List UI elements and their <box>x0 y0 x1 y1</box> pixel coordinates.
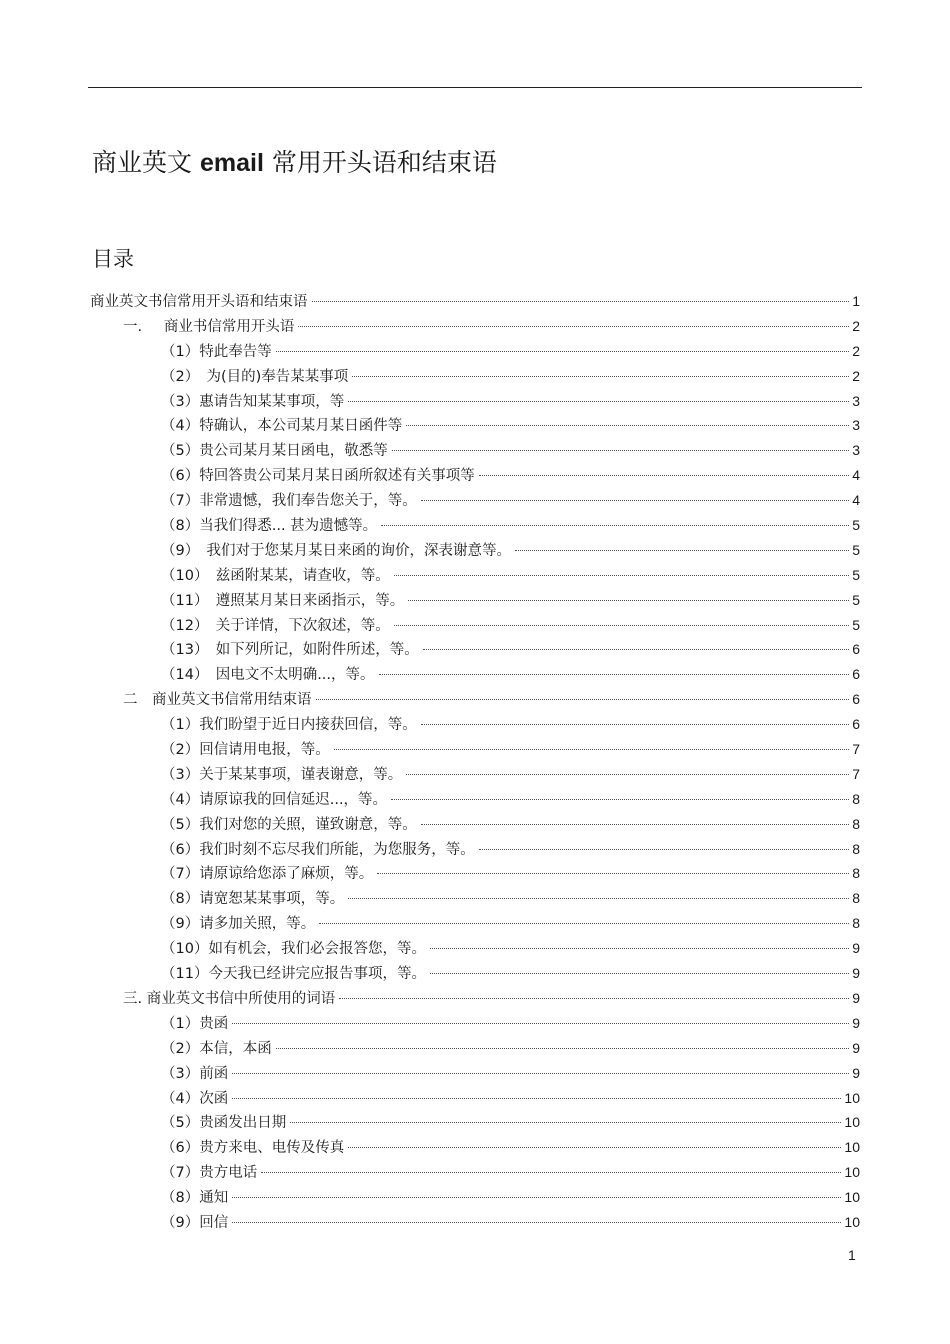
toc-dot-leader <box>298 326 849 327</box>
toc-entry[interactable] <box>90 588 860 613</box>
toc-entry-page-number[interactable]: 9 <box>852 1039 860 1056</box>
toc-entry-text[interactable]: （7）非常遗憾，我们奉告您关于，等。 <box>161 493 417 510</box>
toc-entry[interactable] <box>90 563 860 588</box>
toc-entry-page-number[interactable]: 8 <box>852 865 860 882</box>
document-title <box>92 146 497 180</box>
toc-entry-page-number[interactable]: 2 <box>852 367 860 384</box>
toc-entry[interactable] <box>90 1011 860 1036</box>
toc-entry-page-number[interactable]: 8 <box>852 790 860 807</box>
toc-entry-page-number[interactable]: 1 <box>852 293 860 309</box>
toc-entry[interactable] <box>90 737 860 762</box>
toc-entry[interactable] <box>90 413 860 438</box>
toc-entry-page-number[interactable]: 9 <box>852 989 860 1006</box>
toc-entry-text[interactable]: （3）惠请告知某某事项，等 <box>161 393 345 410</box>
toc-entry-page-number[interactable]: 4 <box>852 492 860 509</box>
toc-dot-leader <box>348 898 849 899</box>
toc-entry-page-number[interactable]: 6 <box>852 691 860 708</box>
toc-entry-page-number[interactable]: 9 <box>852 940 860 957</box>
toc-entry[interactable] <box>90 339 860 364</box>
toc-entry-text[interactable]: （5）贵函发出日期 <box>161 1115 287 1132</box>
toc-entry-text[interactable]: （7）请原谅给您添了麻烦，等。 <box>161 866 374 883</box>
toc-entry-text[interactable]: （6）我们时刻不忘尽我们所能，为您服务，等。 <box>161 841 475 858</box>
toc-entry[interactable] <box>90 488 860 513</box>
toc-dot-leader <box>334 749 849 750</box>
toc-entry[interactable] <box>90 613 860 638</box>
toc-entry[interactable] <box>90 364 860 389</box>
toc-entry-page-number[interactable]: 5 <box>852 541 860 558</box>
toc-dot-leader <box>391 799 849 800</box>
toc-entry[interactable] <box>90 886 860 911</box>
toc-entry-page-number[interactable]: 3 <box>852 417 860 434</box>
toc-entry-text[interactable]: （5）我们对您的关照，谨致谢意，等。 <box>161 816 417 833</box>
toc-entry[interactable] <box>90 438 860 463</box>
toc-entry[interactable] <box>90 1086 860 1111</box>
toc-dot-leader <box>379 674 850 675</box>
toc-entry[interactable] <box>90 787 860 812</box>
toc-dot-leader <box>381 525 849 526</box>
toc-entry-text[interactable]: （8）请宽恕某某事项，等。 <box>161 891 345 908</box>
toc-entry-text[interactable]: （8）当我们得悉... 甚为遗憾等。 <box>161 518 378 535</box>
toc-dot-leader <box>406 774 849 775</box>
toc-entry-text[interactable]: （14） 因电文不太明确...，等。 <box>161 667 375 684</box>
toc-dot-leader <box>515 550 849 551</box>
toc-dot-leader <box>312 301 850 302</box>
toc-entry[interactable] <box>90 1210 860 1235</box>
toc-dot-leader <box>421 824 849 825</box>
toc-entry-text[interactable]: （13） 如下列所记，如附件所述，等。 <box>161 642 419 659</box>
toc-entry[interactable] <box>90 861 860 886</box>
toc-entry-page-number[interactable]: 5 <box>852 591 860 608</box>
toc-entry-page-number[interactable]: 8 <box>852 915 860 932</box>
toc-entry-text[interactable]: 二 商业英文书信常用结束语 <box>123 692 312 709</box>
toc-entry-page-number[interactable]: 10 <box>844 1114 860 1131</box>
toc-entry-text[interactable]: （4）请原谅我的回信延迟...，等。 <box>161 791 388 808</box>
toc-entry-text[interactable]: （5）贵公司某月某日函电，敬悉等 <box>161 443 388 460</box>
toc-entry-page-number[interactable]: 5 <box>852 616 860 633</box>
toc-entry-text[interactable]: （11） 遵照某月某日来函指示，等。 <box>161 592 405 609</box>
toc-entry-text[interactable]: （1）特此奉告等 <box>161 343 272 360</box>
toc-entry-text[interactable]: 三. 商业英文书信中所使用的词语 <box>123 990 336 1007</box>
toc-entry-page-number[interactable]: 2 <box>852 342 860 359</box>
toc-dot-leader <box>348 401 849 402</box>
toc-entry-text[interactable]: （9）请多加关照，等。 <box>161 916 316 933</box>
toc-dot-leader <box>276 1048 849 1049</box>
toc-entry-page-number[interactable]: 9 <box>852 965 860 982</box>
toc-entry-page-number[interactable]: 10 <box>844 1089 860 1106</box>
toc-entry[interactable] <box>90 637 860 662</box>
toc-entry-page-number[interactable]: 10 <box>844 1164 860 1181</box>
toc-entry[interactable] <box>90 762 860 787</box>
toc-entry-text[interactable]: （2）本信，本函 <box>161 1040 272 1057</box>
toc-entry[interactable] <box>90 538 860 563</box>
toc-entry[interactable] <box>90 389 860 414</box>
document-title-zh-start: 商业英文 <box>92 148 193 177</box>
toc-entry[interactable] <box>90 513 860 538</box>
toc-entry[interactable] <box>90 1061 860 1086</box>
toc-entry[interactable] <box>90 1185 860 1210</box>
toc-entry-text[interactable]: （6）贵方来电、电传及传真 <box>161 1140 345 1157</box>
toc-dot-leader <box>421 500 849 501</box>
toc-entry[interactable] <box>90 463 860 488</box>
toc-entry[interactable] <box>90 1160 860 1185</box>
toc-dot-leader <box>232 1023 849 1024</box>
toc-dot-leader <box>421 724 849 725</box>
document-title-zh-end: 常用开头语和结束语 <box>271 148 497 177</box>
toc-dot-leader <box>276 351 849 352</box>
toc-entry-text[interactable]: （12） 关于详情，下次叙述，等。 <box>161 617 390 634</box>
toc-entry-text[interactable]: （2）回信请用电报，等。 <box>161 742 330 759</box>
toc-dot-leader <box>408 600 849 601</box>
toc-entry-text[interactable]: （6）特回答贵公司某月某日函所叙述有关事项等 <box>161 468 475 485</box>
toc-entry-page-number[interactable]: 9 <box>852 1064 860 1081</box>
toc-dot-leader <box>339 998 849 999</box>
table-of-contents <box>90 289 860 1235</box>
page-number: 1 <box>848 1247 856 1263</box>
toc-entry-text[interactable]: （4）次函 <box>161 1090 229 1107</box>
toc-dot-leader <box>290 1122 841 1123</box>
toc-dot-leader <box>232 1197 841 1198</box>
toc-dot-leader <box>430 948 849 949</box>
toc-entry-text[interactable]: （4）特确认，本公司某月某日函件等 <box>161 418 403 435</box>
toc-entry-page-number[interactable]: 6 <box>852 666 860 683</box>
toc-entry[interactable] <box>90 1110 860 1135</box>
toc-entry-text[interactable]: 商业英文书信常用开头语和结束语 <box>90 294 308 310</box>
toc-dot-leader <box>352 376 849 377</box>
toc-entry[interactable] <box>90 961 860 986</box>
toc-entry-text[interactable]: （10） 兹函附某某，请查收，等。 <box>161 567 390 584</box>
toc-entry-page-number[interactable]: 7 <box>852 765 860 782</box>
toc-dot-leader <box>232 1073 849 1074</box>
header-rule <box>88 87 862 88</box>
toc-entry-text[interactable]: （10）如有机会，我们必会报答您，等。 <box>161 941 426 958</box>
toc-entry-page-number[interactable]: 6 <box>852 641 860 658</box>
toc-entry[interactable] <box>90 712 860 737</box>
document-title-en: email <box>199 149 264 177</box>
toc-dot-leader <box>261 1172 841 1173</box>
toc-entry-text[interactable]: （7）贵方电话 <box>161 1165 258 1182</box>
toc-entry-page-number[interactable]: 8 <box>852 815 860 832</box>
toc-dot-leader <box>394 625 850 626</box>
toc-heading: 目录 <box>92 247 134 271</box>
toc-entry-text[interactable]: （11）今天我已经讲完应报告事项，等。 <box>161 966 426 983</box>
toc-dot-leader <box>377 873 849 874</box>
toc-entry-text[interactable]: 一. 商业书信常用开头语 <box>123 318 295 335</box>
toc-entry-text[interactable]: （9）回信 <box>161 1214 229 1231</box>
toc-dot-leader <box>394 575 850 576</box>
toc-entry[interactable] <box>90 662 860 687</box>
toc-entry-page-number[interactable]: 6 <box>852 716 860 733</box>
toc-entry-page-number[interactable]: 5 <box>852 566 860 583</box>
toc-dot-leader <box>232 1098 841 1099</box>
toc-entry[interactable] <box>90 1135 860 1160</box>
toc-entry-page-number[interactable]: 10 <box>844 1189 860 1206</box>
toc-dot-leader <box>479 849 849 850</box>
toc-entry-text[interactable]: （1）我们盼望于近日内接获回信，等。 <box>161 717 417 734</box>
toc-entry-text[interactable]: （9） 我们对于您某月某日来函的询价，深表谢意等。 <box>161 542 511 559</box>
toc-entry[interactable] <box>90 936 860 961</box>
toc-dot-leader <box>316 699 850 700</box>
toc-entry[interactable] <box>90 289 860 314</box>
toc-dot-leader <box>348 1147 841 1148</box>
toc-dot-leader <box>319 923 849 924</box>
toc-dot-leader <box>479 475 849 476</box>
toc-entry-page-number[interactable]: 3 <box>852 392 860 409</box>
toc-entry-text[interactable]: （1）贵函 <box>161 1015 229 1032</box>
toc-entry-page-number[interactable]: 7 <box>852 741 860 758</box>
toc-entry[interactable] <box>90 911 860 936</box>
toc-entry-page-number[interactable]: 8 <box>852 890 860 907</box>
toc-dot-leader <box>423 649 850 650</box>
toc-entry-page-number[interactable]: 10 <box>844 1213 860 1230</box>
toc-entry-page-number[interactable]: 4 <box>852 467 860 484</box>
toc-entry-page-number[interactable]: 2 <box>852 317 860 334</box>
toc-entry-page-number[interactable]: 5 <box>852 517 860 534</box>
toc-entry[interactable] <box>90 314 860 339</box>
toc-entry-text[interactable]: （3）前函 <box>161 1065 229 1082</box>
toc-dot-leader <box>392 450 849 451</box>
toc-entry-page-number[interactable]: 10 <box>844 1139 860 1156</box>
toc-dot-leader <box>232 1222 841 1223</box>
toc-entry-text[interactable]: （2） 为(目的)奉告某某事项 <box>161 368 349 385</box>
toc-entry-text[interactable]: （8）通知 <box>161 1190 229 1207</box>
toc-entry-page-number[interactable]: 3 <box>852 442 860 459</box>
toc-entry[interactable] <box>90 1036 860 1061</box>
toc-entry[interactable] <box>90 986 860 1011</box>
toc-dot-leader <box>430 973 849 974</box>
toc-dot-leader <box>406 425 849 426</box>
toc-entry[interactable] <box>90 812 860 837</box>
toc-entry-text[interactable]: （3）关于某某事项，谨表谢意，等。 <box>161 766 403 783</box>
toc-entry[interactable] <box>90 687 860 712</box>
toc-entry-page-number[interactable]: 9 <box>852 1014 860 1031</box>
toc-entry-page-number[interactable]: 8 <box>852 840 860 857</box>
toc-entry[interactable] <box>90 837 860 862</box>
